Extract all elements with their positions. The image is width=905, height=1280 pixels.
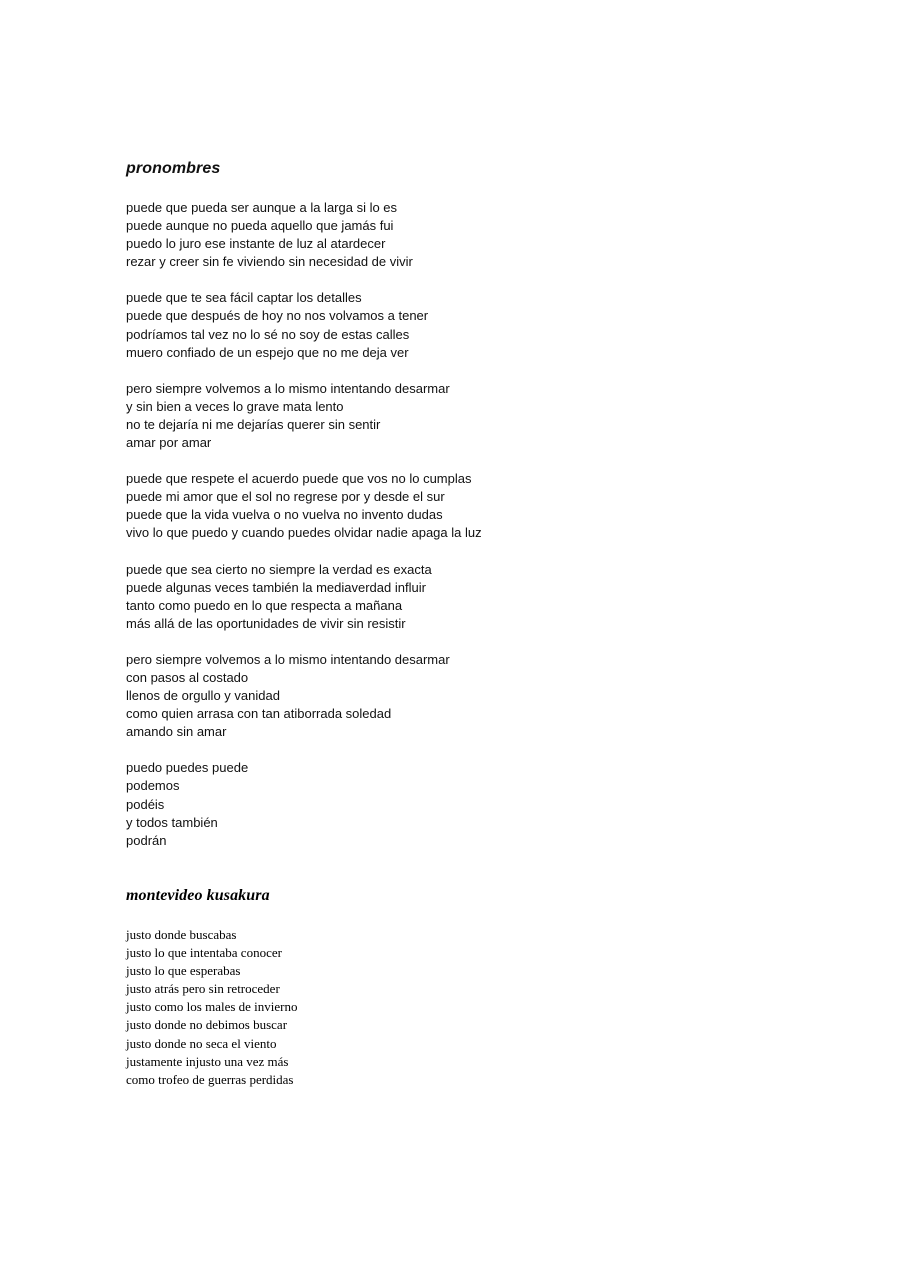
poem-line: justo lo que intentaba conocer <box>126 945 282 961</box>
poem-line: pero siempre volvemos a lo mismo intentando desarmar <box>126 380 450 396</box>
stanza <box>126 199 482 271</box>
poem-line: tanto como puedo en lo que respecta a mañana <box>126 597 403 613</box>
poem-line: justo lo que esperabas <box>126 963 241 979</box>
poem-line: vivo lo que puedo y cuando puedes olvidar nadie apaga la luz <box>126 525 482 541</box>
stanza <box>126 561 482 633</box>
poem-line: puede que después de hoy no nos volvamos a tener <box>126 308 429 324</box>
poem-line: como quien arrasa con tan atiborrada soledad <box>126 706 392 722</box>
poem-line: con pasos al costado <box>126 669 249 685</box>
poem-line: podríamos tal vez no lo sé no soy de estas calles <box>126 326 410 342</box>
stanza <box>126 926 298 1089</box>
poem-line: y sin bien a veces lo grave mata lento <box>126 398 344 414</box>
poem-line: y todos también <box>126 814 218 830</box>
poem-line: como trofeo de guerras perdidas <box>126 1071 294 1087</box>
poem-line: justo donde buscabas <box>126 927 237 942</box>
poem-line: más allá de las oportunidades de vivir sin resistir <box>126 615 406 631</box>
poem-line: puedo puedes puede <box>126 760 249 776</box>
poem-body <box>126 199 482 850</box>
poem-line: puede aunque no pueda aquello que jamás fui <box>126 218 394 234</box>
poem-line: justo como los males de invierno <box>126 999 298 1015</box>
poem-line: pero siempre volvemos a lo mismo intentando desarmar <box>126 651 450 667</box>
poem-line: no te dejaría ni me dejarías querer sin sentir <box>126 416 381 432</box>
stanza <box>126 651 482 741</box>
stanza <box>126 289 482 361</box>
poem-body <box>126 926 298 1089</box>
poem-title: pronombres <box>126 160 221 177</box>
poem-line: justo donde no seca el viento <box>126 1035 277 1051</box>
poem-line: amando sin amar <box>126 724 227 740</box>
poem-line: puede que la vida vuelva o no vuelva no invento dudas <box>126 507 443 523</box>
poem-line: podrán <box>126 832 167 848</box>
poem-line: justo donde no debimos buscar <box>126 1017 288 1033</box>
poem-line: podéis <box>126 796 165 812</box>
poem-line: muero confiado de un espejo que no me deja ver <box>126 344 409 360</box>
poem-line: puede que pueda ser aunque a la larga si lo es <box>126 200 398 215</box>
stanza <box>126 470 482 542</box>
poem-montevideo-kusakura <box>126 885 298 1107</box>
poem-line: podemos <box>126 778 180 794</box>
poem-line: puede que sea cierto no siempre la verdad es exacta <box>126 561 432 577</box>
poem-pronombres <box>126 158 482 868</box>
poem-line: rezar y creer sin fe viviendo sin necesidad de vivir <box>126 254 413 270</box>
poem-line: puede que te sea fácil captar los detalles <box>126 290 362 306</box>
poem-line: llenos de orgullo y vanidad <box>126 688 280 704</box>
poem-line: puedo lo juro ese instante de luz al atardecer <box>126 236 386 252</box>
poem-title: montevideo kusakura <box>126 887 270 904</box>
poem-line: amar por amar <box>126 435 212 451</box>
stanza <box>126 759 482 849</box>
poem-line: puede que respete el acuerdo puede que vos no lo cumplas <box>126 471 472 487</box>
poem-line: puede algunas veces también la mediaverdad influir <box>126 579 426 595</box>
poem-line: puede mi amor que el sol no regrese por y desde el sur <box>126 489 445 505</box>
stanza <box>126 380 482 452</box>
poem-line: justo atrás pero sin retroceder <box>126 981 280 997</box>
poem-line: justamente injusto una vez más <box>126 1053 289 1069</box>
